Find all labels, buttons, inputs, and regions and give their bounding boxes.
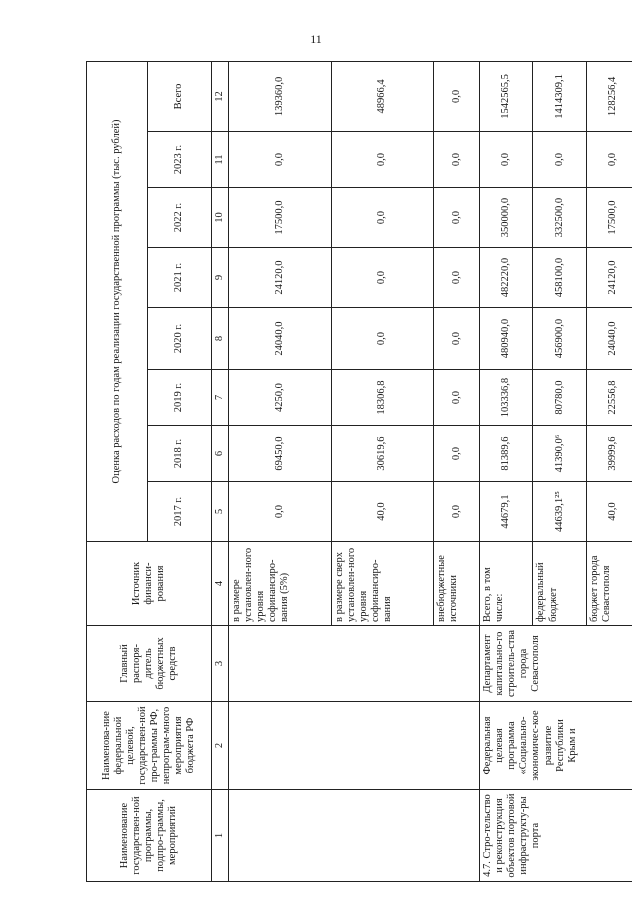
value-cell: 1542565,5: [480, 61, 533, 131]
rotated-table-container: [86, 62, 632, 882]
value-cell: 44679,1: [480, 482, 533, 542]
cell-blank: [228, 702, 479, 790]
source-cell: внебюджетные источники: [434, 542, 480, 626]
header-group-expenses: Оценка расходов по годам реализации государственной программы (тыс. рублей): [87, 61, 148, 541]
value-cell: 350000,0: [480, 188, 533, 248]
table-row: [480, 61, 533, 881]
budget-table: [86, 61, 632, 882]
column-index-cell: 9: [211, 248, 228, 308]
value-cell: 30619,6: [331, 426, 434, 482]
header-col4: Источник финанси-рования: [87, 542, 212, 626]
value-cell: 44639,1²⁵: [533, 482, 586, 542]
value-cell: 40,0: [331, 482, 434, 542]
column-index-cell: 2: [211, 702, 228, 790]
value-cell: 17500,0: [228, 188, 331, 248]
value-cell: 0,0: [331, 308, 434, 370]
header-year: 2020 г.: [148, 308, 212, 370]
value-cell: 0,0: [586, 132, 632, 188]
header-year: 2017 г.: [148, 482, 212, 542]
value-cell: 0,0: [228, 132, 331, 188]
value-cell: 40,0: [586, 482, 632, 542]
value-cell: 69450,0: [228, 426, 331, 482]
column-index-cell: 4: [211, 542, 228, 626]
value-cell: 0,0: [434, 61, 480, 131]
value-cell: 458100,0: [533, 248, 586, 308]
column-index-cell: 12: [211, 61, 228, 131]
value-cell: 24120,0: [586, 248, 632, 308]
value-cell: 48966,4: [331, 61, 434, 131]
value-cell: 0,0: [434, 426, 480, 482]
value-cell: 41390,0⁶: [533, 426, 586, 482]
page-number: 11: [310, 32, 322, 46]
value-cell: 24120,0: [228, 248, 331, 308]
value-cell: 4250,0: [228, 370, 331, 426]
column-index-cell: 5: [211, 482, 228, 542]
header-year: Всего: [148, 61, 212, 131]
value-cell: 22556,8: [586, 370, 632, 426]
source-cell: в размере установлен-ного уровня софинансиро-вания (5%): [228, 542, 331, 626]
value-cell: 80780,0: [533, 370, 586, 426]
column-index-cell: 3: [211, 626, 228, 702]
value-cell: 456900,0: [533, 308, 586, 370]
column-index-cell: 11: [211, 132, 228, 188]
value-cell: 24040,0: [228, 308, 331, 370]
column-index-cell: 6: [211, 426, 228, 482]
value-cell: 18306,8: [331, 370, 434, 426]
value-cell: 39999,6: [586, 426, 632, 482]
program-name-cell: Федеральная целевая программа «Социально-экономичес-кое развитие Республики Крым и: [480, 702, 632, 790]
column-index-cell: 1: [211, 790, 228, 882]
value-cell: 1414309,1: [533, 61, 586, 131]
value-cell: 0,0: [434, 370, 480, 426]
manager-cell: Департамент капитально-го строитель-ства города Севастополя: [480, 626, 632, 702]
value-cell: 0,0: [434, 248, 480, 308]
column-index-cell: 7: [211, 370, 228, 426]
header-col1: Наименование государствен-ной программы, подпро-граммы, мероприятий: [87, 790, 212, 882]
header-year: 2023 г.: [148, 132, 212, 188]
value-cell: 0,0: [331, 132, 434, 188]
value-cell: 139360,0: [228, 61, 331, 131]
header-year: 2021 г.: [148, 248, 212, 308]
column-index-cell: 10: [211, 188, 228, 248]
table-row: [228, 61, 331, 881]
value-cell: 482220,0: [480, 248, 533, 308]
value-cell: 0,0: [434, 482, 480, 542]
value-cell: 17500,0: [586, 188, 632, 248]
value-cell: 0,0: [228, 482, 331, 542]
value-cell: 0,0: [434, 132, 480, 188]
source-cell: бюджет города Севастополя: [586, 542, 632, 626]
value-cell: 0,0: [331, 248, 434, 308]
source-cell: Всего, в том числе:: [480, 542, 533, 626]
value-cell: 81389,6: [480, 426, 533, 482]
header-year: 2022 г.: [148, 188, 212, 248]
value-cell: 0,0: [480, 132, 533, 188]
value-cell: 0,0: [331, 188, 434, 248]
header-col3: Главный распоря-дитель бюджетных средств: [87, 626, 212, 702]
source-cell: федеральный бюджет: [533, 542, 586, 626]
cell-blank: [228, 626, 479, 702]
cell-blank: [228, 790, 479, 882]
source-cell: в размере сверх установлен-ного уровня софинансиро-вания: [331, 542, 434, 626]
header-year: 2018 г.: [148, 426, 212, 482]
value-cell: 128256,4: [586, 61, 632, 131]
value-cell: 103336,8: [480, 370, 533, 426]
column-index-cell: 8: [211, 308, 228, 370]
value-cell: 0,0: [434, 188, 480, 248]
section-name-cell: 4.7. Стро-тельство и реконструкция объектов портовой инфраструкту-ры порта: [480, 790, 632, 882]
value-cell: 0,0: [533, 132, 586, 188]
value-cell: 24040,0: [586, 308, 632, 370]
value-cell: 332500,0: [533, 188, 586, 248]
value-cell: 0,0: [434, 308, 480, 370]
value-cell: 480940,0: [480, 308, 533, 370]
header-year: 2019 г.: [148, 370, 212, 426]
header-col2: Наименова-ние федеральной целевой, государствен-ной про-граммы РФ, непрограм-много мероприятия бюджета РФ: [87, 702, 212, 790]
